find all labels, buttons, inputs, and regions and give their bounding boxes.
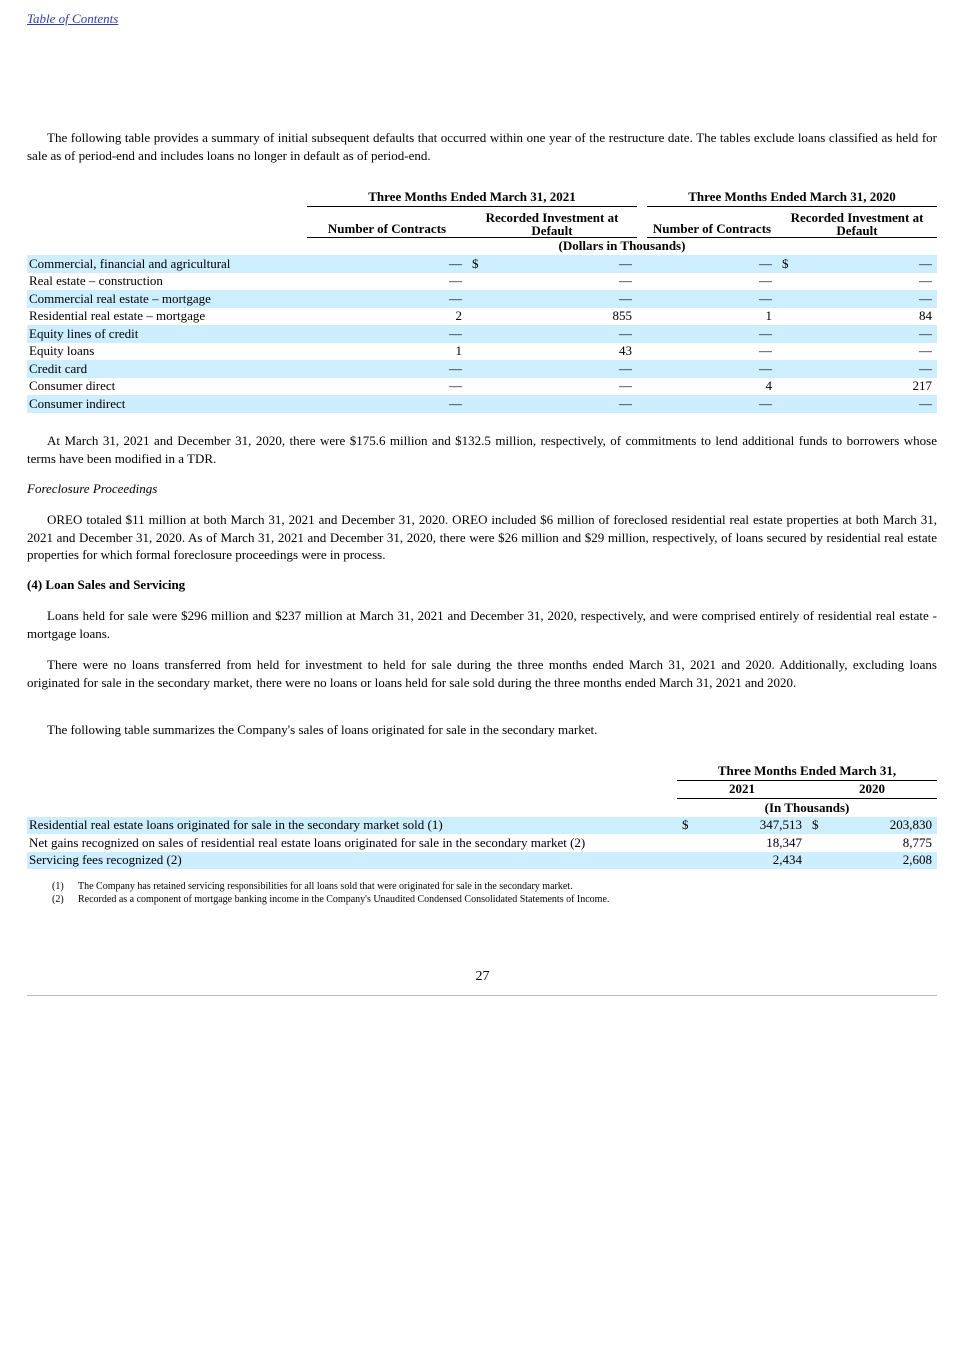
- investment-2020-value: —: [797, 395, 937, 413]
- year-2021-header: 2021: [677, 780, 807, 799]
- investment-2021-value: 855: [612, 308, 632, 324]
- dollar-sign: [807, 852, 827, 870]
- contracts-2020-value: —: [647, 360, 777, 378]
- dollar-sign: [677, 852, 697, 870]
- table-row: [27, 290, 937, 308]
- dollar-sign: [467, 273, 487, 291]
- contracts-2021-value: —: [307, 395, 467, 413]
- dollar-sign: [467, 290, 487, 308]
- contracts-2021-value: —: [307, 290, 467, 308]
- oreo-paragraph: OREO totaled $11 million at both March 31, 2021 and December 31, 2020. OREO included $6 million of foreclosed residential real estate properties at both March 31, 2021 and December 31, 2020. As of March 31, 2021 and December 31, 2020, there were $26 million and $29 million, respectively, of loans secured by residential real estate properties for which formal foreclosure proceedings were in process.: [27, 512, 937, 562]
- dollar-sign: [677, 834, 697, 852]
- contracts-2020-value: 1: [765, 308, 772, 324]
- row-label: Residential real estate – mortgage: [29, 308, 206, 324]
- table-row: [27, 255, 937, 273]
- contracts-2020-value: —: [647, 255, 777, 273]
- commitments-paragraph: At March 31, 2021 and December 31, 2020, there were $175.6 million and $132.5 million, respectively, of commitments to lend additional funds to borrowers whose terms have been modified in a TDR.: [27, 433, 937, 466]
- value-2021: 18,347: [766, 834, 802, 850]
- row-label: Equity loans: [29, 343, 95, 359]
- units-label: (Dollars in Thousands): [558, 238, 686, 254]
- contracts-2021-value: 1: [455, 343, 462, 359]
- dollar-sign: [777, 290, 797, 308]
- dollar-sign: [467, 378, 487, 396]
- value-2020: 2,608: [827, 852, 937, 870]
- spacer: [637, 395, 647, 413]
- year-2020-header: 2020: [807, 780, 937, 799]
- footnotes: [52, 880, 609, 906]
- value-2020: 203,830: [827, 817, 937, 835]
- contracts-2021-value: —: [449, 273, 462, 289]
- investment-2021-value: —: [487, 255, 637, 273]
- spacer: [637, 290, 647, 308]
- dollar-sign: [807, 834, 827, 852]
- spacer: [637, 360, 647, 378]
- investment-2021-value: —: [487, 290, 637, 308]
- investment-2020-value: —: [919, 343, 932, 359]
- investment-2021-value: —: [619, 378, 632, 394]
- period-2020-header: Three Months Ended March 31, 2020: [647, 188, 937, 206]
- table-row: [27, 834, 937, 852]
- contracts-2021-value: —: [307, 360, 467, 378]
- dollar-sign: [467, 308, 487, 326]
- value-2021: 2,434: [697, 852, 807, 870]
- spacer: [637, 378, 647, 396]
- row-label: Commercial real estate – mortgage: [27, 290, 307, 308]
- dollar-sign: $: [807, 817, 827, 835]
- investment-2020-value: —: [797, 360, 937, 378]
- investment-2020-value: —: [797, 325, 937, 343]
- row-label: Consumer direct: [29, 378, 116, 394]
- table-row: [27, 395, 937, 413]
- footnote: (1) The Company has retained servicing responsibilities for all loans sold that were originated for sale in the secondary market.: [52, 881, 573, 892]
- held-for-sale-paragraph: Loans held for sale were $296 million and $237 million at March 31, 2021 and December 31, 2020, respectively, and were comprised entirely of residential real estate - mortgage loans.: [27, 608, 937, 641]
- contracts-2020-value: —: [647, 290, 777, 308]
- investment-2020-value: —: [797, 255, 937, 273]
- investment-2021-value: 43: [619, 343, 632, 359]
- spacer: [637, 273, 647, 291]
- dollar-sign: [467, 343, 487, 361]
- period-header: Three Months Ended March 31,: [677, 762, 937, 780]
- contracts-2020-header: Number of Contracts: [647, 206, 777, 237]
- dollar-sign: [467, 395, 487, 413]
- table-row: [27, 308, 937, 326]
- contracts-2021-value: —: [449, 378, 462, 394]
- spacer: [637, 255, 647, 273]
- table-row: [27, 817, 937, 835]
- row-label: Servicing fees recognized (2): [27, 852, 677, 870]
- row-label: Real estate – construction: [29, 273, 163, 289]
- row-label: Net gains recognized on sales of residential real estate loans originated for sale in the secondary market (2): [29, 834, 586, 850]
- table-row: [27, 343, 937, 361]
- investment-2021-value: —: [487, 325, 637, 343]
- investment-2020-value: 84: [919, 308, 932, 324]
- contracts-2021-header: Number of Contracts: [307, 206, 467, 237]
- value-2021: 347,513: [697, 817, 807, 835]
- dollar-sign: [777, 378, 797, 396]
- sales-intro-paragraph: The following table summarizes the Company's sales of loans originated for sale in the secondary market.: [47, 722, 598, 737]
- dollar-sign: [467, 360, 487, 378]
- foreclosure-heading: Foreclosure Proceedings: [27, 481, 158, 496]
- table-row: [27, 852, 937, 870]
- period-2021-header: Three Months Ended March 31, 2021: [307, 188, 637, 206]
- investment-2021-value: —: [619, 273, 632, 289]
- contracts-2020-value: 4: [765, 378, 772, 394]
- table-of-contents-link[interactable]: Table of Contents: [27, 11, 119, 26]
- units-label: (In Thousands): [764, 799, 850, 815]
- footer-rule: [27, 995, 937, 996]
- contracts-2020-value: —: [647, 395, 777, 413]
- investment-2020-value: —: [797, 290, 937, 308]
- dollar-sign: [777, 343, 797, 361]
- table-row: [27, 378, 937, 396]
- table-row: [27, 325, 937, 343]
- footnote: (2) Recorded as a component of mortgage banking income in the Company's Unaudited Condensed Consolidated Statements of Income.: [52, 894, 610, 905]
- row-label: Commercial, financial and agricultural: [27, 255, 307, 273]
- intro-paragraph: The following table provides a summary of initial subsequent defaults that occurred within one year of the restructure date. The tables exclude loans classified as held for sale as of period-end and includes loans no longer in default as of period-end.: [27, 130, 937, 163]
- spacer: [637, 343, 647, 361]
- subsequent-defaults-table: [27, 188, 937, 413]
- investment-2020-header: Recorded Investment at Default: [777, 206, 937, 237]
- investment-2021-header: Recorded Investment at Default: [467, 206, 637, 237]
- contracts-2021-value: —: [307, 325, 467, 343]
- row-label: Consumer indirect: [27, 395, 307, 413]
- contracts-2021-value: 2: [455, 308, 462, 324]
- contracts-2020-value: —: [759, 273, 772, 289]
- investment-2021-value: —: [487, 395, 637, 413]
- dollar-sign: [777, 308, 797, 326]
- dollar-sign: $: [677, 817, 697, 835]
- investment-2021-value: —: [487, 360, 637, 378]
- contracts-2021-value: —: [307, 255, 467, 273]
- spacer: [637, 325, 647, 343]
- loan-sales-heading: (4) Loan Sales and Servicing: [27, 577, 186, 592]
- row-label: Residential real estate loans originated for sale in the secondary market sold (1): [27, 817, 677, 835]
- dollar-sign: $: [777, 255, 797, 273]
- dollar-sign: [777, 395, 797, 413]
- row-label: Credit card: [27, 360, 307, 378]
- dollar-sign: [777, 360, 797, 378]
- table-row: [27, 360, 937, 378]
- table-row: [27, 273, 937, 291]
- row-label: Equity lines of credit: [27, 325, 307, 343]
- page-number: 27: [475, 969, 490, 984]
- dollar-sign: [777, 273, 797, 291]
- dollar-sign: [467, 325, 487, 343]
- dollar-sign: $: [467, 255, 487, 273]
- transfers-paragraph: There were no loans transferred from held for investment to held for sale during the three months ended March 31, 2021 and 2020. Additionally, excluding loans originated for sale in the secondary market, there were no loans or loans held for sale sold during the three months ended March 31, 2021 and 2020.: [27, 657, 937, 690]
- contracts-2020-value: —: [759, 343, 772, 359]
- value-2020: 8,775: [902, 834, 932, 850]
- dollar-sign: [777, 325, 797, 343]
- spacer: [637, 308, 647, 326]
- loan-sales-table: [27, 762, 937, 869]
- investment-2020-value: 217: [912, 378, 932, 394]
- contracts-2020-value: —: [647, 325, 777, 343]
- investment-2020-value: —: [919, 273, 932, 289]
